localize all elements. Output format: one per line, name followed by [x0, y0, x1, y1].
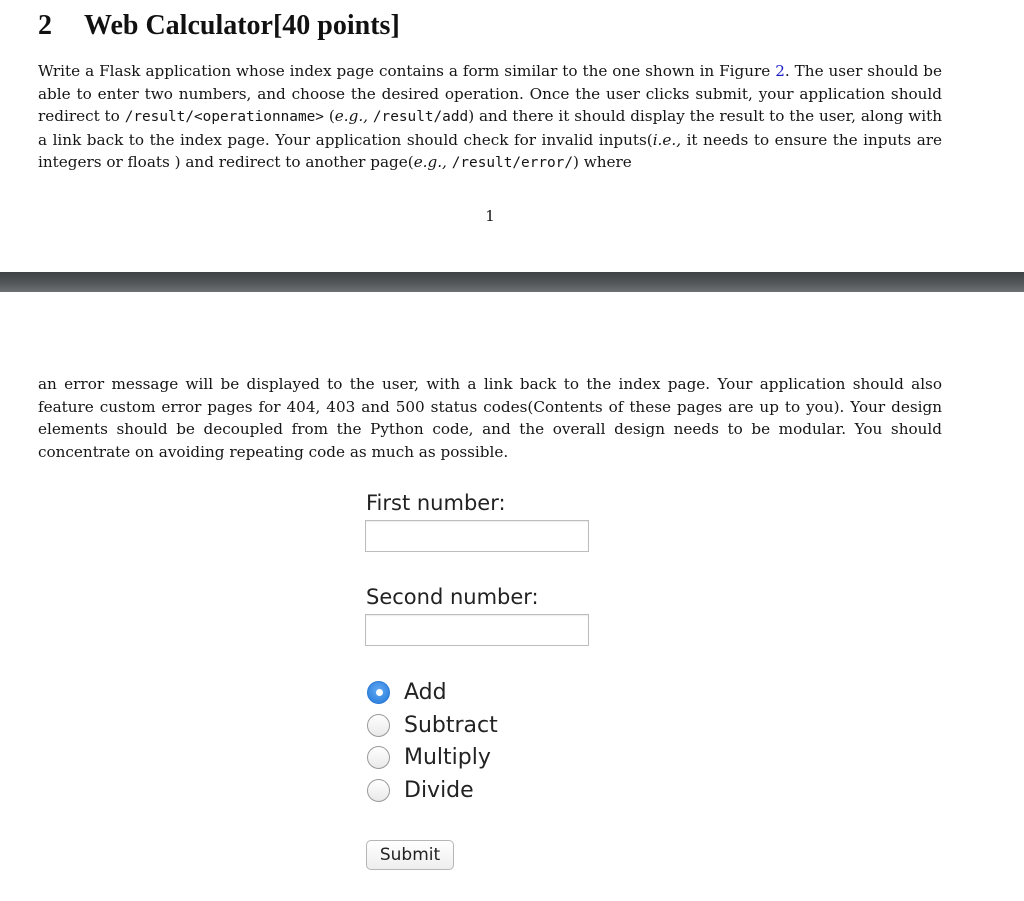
first-number-label: First number: [366, 491, 506, 515]
text-italic: e.g., [334, 107, 368, 125]
radio-divide[interactable] [367, 779, 390, 802]
code-result-operationname: /result/<operationname> [124, 109, 324, 125]
text-italic: e.g., [413, 153, 447, 171]
page-separator [0, 272, 1024, 292]
section-number: 2 [38, 10, 52, 41]
paragraph-continued: an error message will be displayed to the user, with a link back to the index page. Your application should also feature custom error pages for 404, 403 and 500 status codes(Contents of these pages are up to you). Your design elements should be decoupled from the Python code, and the overall design needs to be modular. You should concentrate on avoiding repeating code as much as possible. [38, 375, 942, 461]
operation-subtract-option[interactable] [367, 709, 498, 741]
operation-label: Add [404, 679, 447, 705]
text-run: ) where [573, 153, 632, 171]
section-title: Web Calculator[40 points] [84, 10, 400, 41]
text-run: ) and there it should display the result to the user, along with a link back to the index page. Your application should check for invalid inputs( [38, 107, 942, 149]
operation-multiply-option[interactable] [367, 741, 491, 773]
text-italic: i.e., [652, 130, 682, 149]
second-number-input[interactable] [365, 614, 589, 646]
radio-add-checked[interactable] [367, 681, 390, 704]
section-heading [38, 10, 400, 42]
submit-button[interactable]: Submit [366, 840, 454, 870]
operation-label: Divide [404, 777, 474, 803]
operation-add-option[interactable] [367, 676, 447, 708]
second-number-label: Second number: [366, 585, 539, 609]
code-result-add: /result/add [372, 109, 469, 125]
first-number-input[interactable] [365, 520, 589, 552]
page-number: 1 [485, 207, 495, 225]
radio-multiply[interactable] [367, 746, 390, 769]
operation-label: Subtract [404, 712, 498, 738]
radio-subtract[interactable] [367, 714, 390, 737]
operation-label: Multiply [404, 744, 491, 770]
text-run: . The user should be able to enter two numbers, and choose the desired operation. Once the user clicks submit, your application should redirect to [38, 62, 942, 125]
text-run: ( [323, 107, 335, 125]
paragraph-intro [38, 60, 942, 175]
operation-divide-option[interactable] [367, 774, 474, 806]
code-result-error: /result/error/ [451, 155, 574, 171]
text-run: it needs to ensure the inputs are integers or floats ) and redirect to another page( [38, 130, 942, 171]
document-page-1 [0, 0, 1024, 272]
text-run: Write a Flask application whose index page contains a form similar to the one shown in Figure [38, 62, 776, 80]
figure-reference-link[interactable]: 2 [775, 62, 785, 80]
